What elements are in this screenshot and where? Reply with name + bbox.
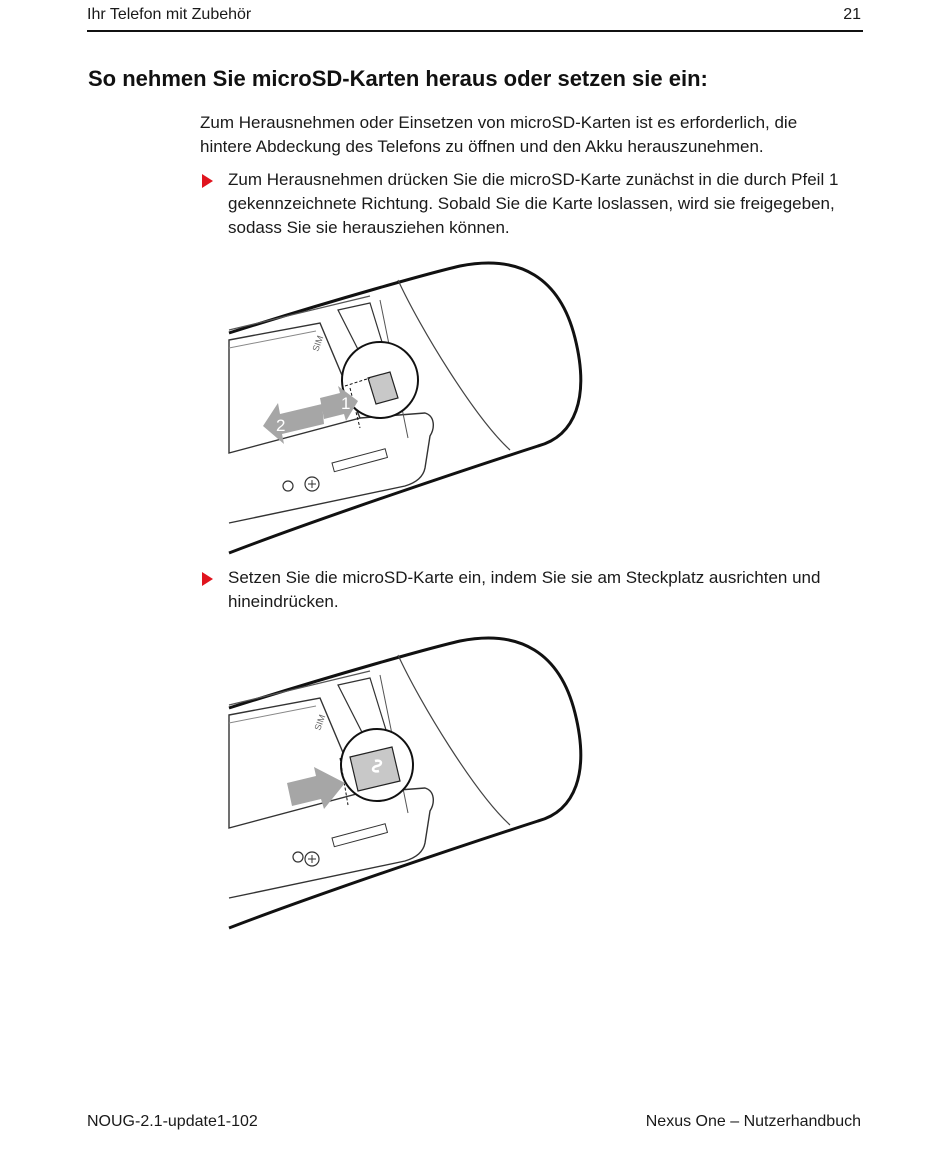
bullet-text: Setzen Sie die microSD-Karte ein, indem Sie sie am Steckplatz ausrichten und hineindrücken. [228, 568, 821, 611]
screw-hole [283, 481, 293, 491]
running-footer [87, 1112, 863, 1134]
connector-strip [332, 449, 387, 472]
illustration-remove-microsd [220, 258, 600, 558]
bullet-text: Zum Herausnehmen drücken Sie die microSD-Karte zunächst in die durch Pfeil 1 gekennzeichnete Richtung. Sobald Sie die Karte loslassen, wird sie freigegeben, sodass Sie sie herausziehen können. [228, 170, 839, 237]
phone-open-back-figure [220, 258, 600, 558]
section-title: So nehmen Sie microSD-Karten heraus oder setzen sie ein: [88, 66, 708, 91]
arrow-pull-icon [263, 403, 324, 444]
arrow-2-label: 2 [276, 416, 286, 435]
connector-strip [332, 824, 387, 847]
chapter-title: Ihr Telefon mit Zubehör [87, 6, 252, 23]
bullet-arrow-icon [202, 572, 213, 586]
page-number: 21 [843, 6, 861, 23]
bullet-insert-card [200, 566, 860, 614]
lower-frame [229, 788, 433, 898]
screw-hole [293, 852, 303, 862]
running-header [87, 6, 863, 32]
sim-label: SIM [310, 334, 326, 353]
arrow-1-label: 1 [341, 394, 351, 413]
phone-open-back-figure [220, 633, 600, 933]
intro-paragraph: Zum Herausnehmen oder Einsetzen von microSD-Karten ist es erforderlich, die hintere Abdeckung des Telefons zu öffnen und den Akku herauszunehmen. [200, 113, 798, 156]
bullet-remove-card [200, 168, 860, 240]
document-title: Nexus One – Nutzerhandbuch [645, 1113, 861, 1130]
illustration-insert-microsd [220, 633, 600, 933]
arrow-insert-icon [287, 767, 345, 809]
bullet-arrow-icon [202, 174, 213, 188]
lower-frame [229, 413, 433, 523]
document-id: NOUG-2.1-update1-102 [87, 1113, 258, 1130]
back-cover-edge [398, 655, 510, 825]
sim-label: SIM [312, 713, 328, 732]
